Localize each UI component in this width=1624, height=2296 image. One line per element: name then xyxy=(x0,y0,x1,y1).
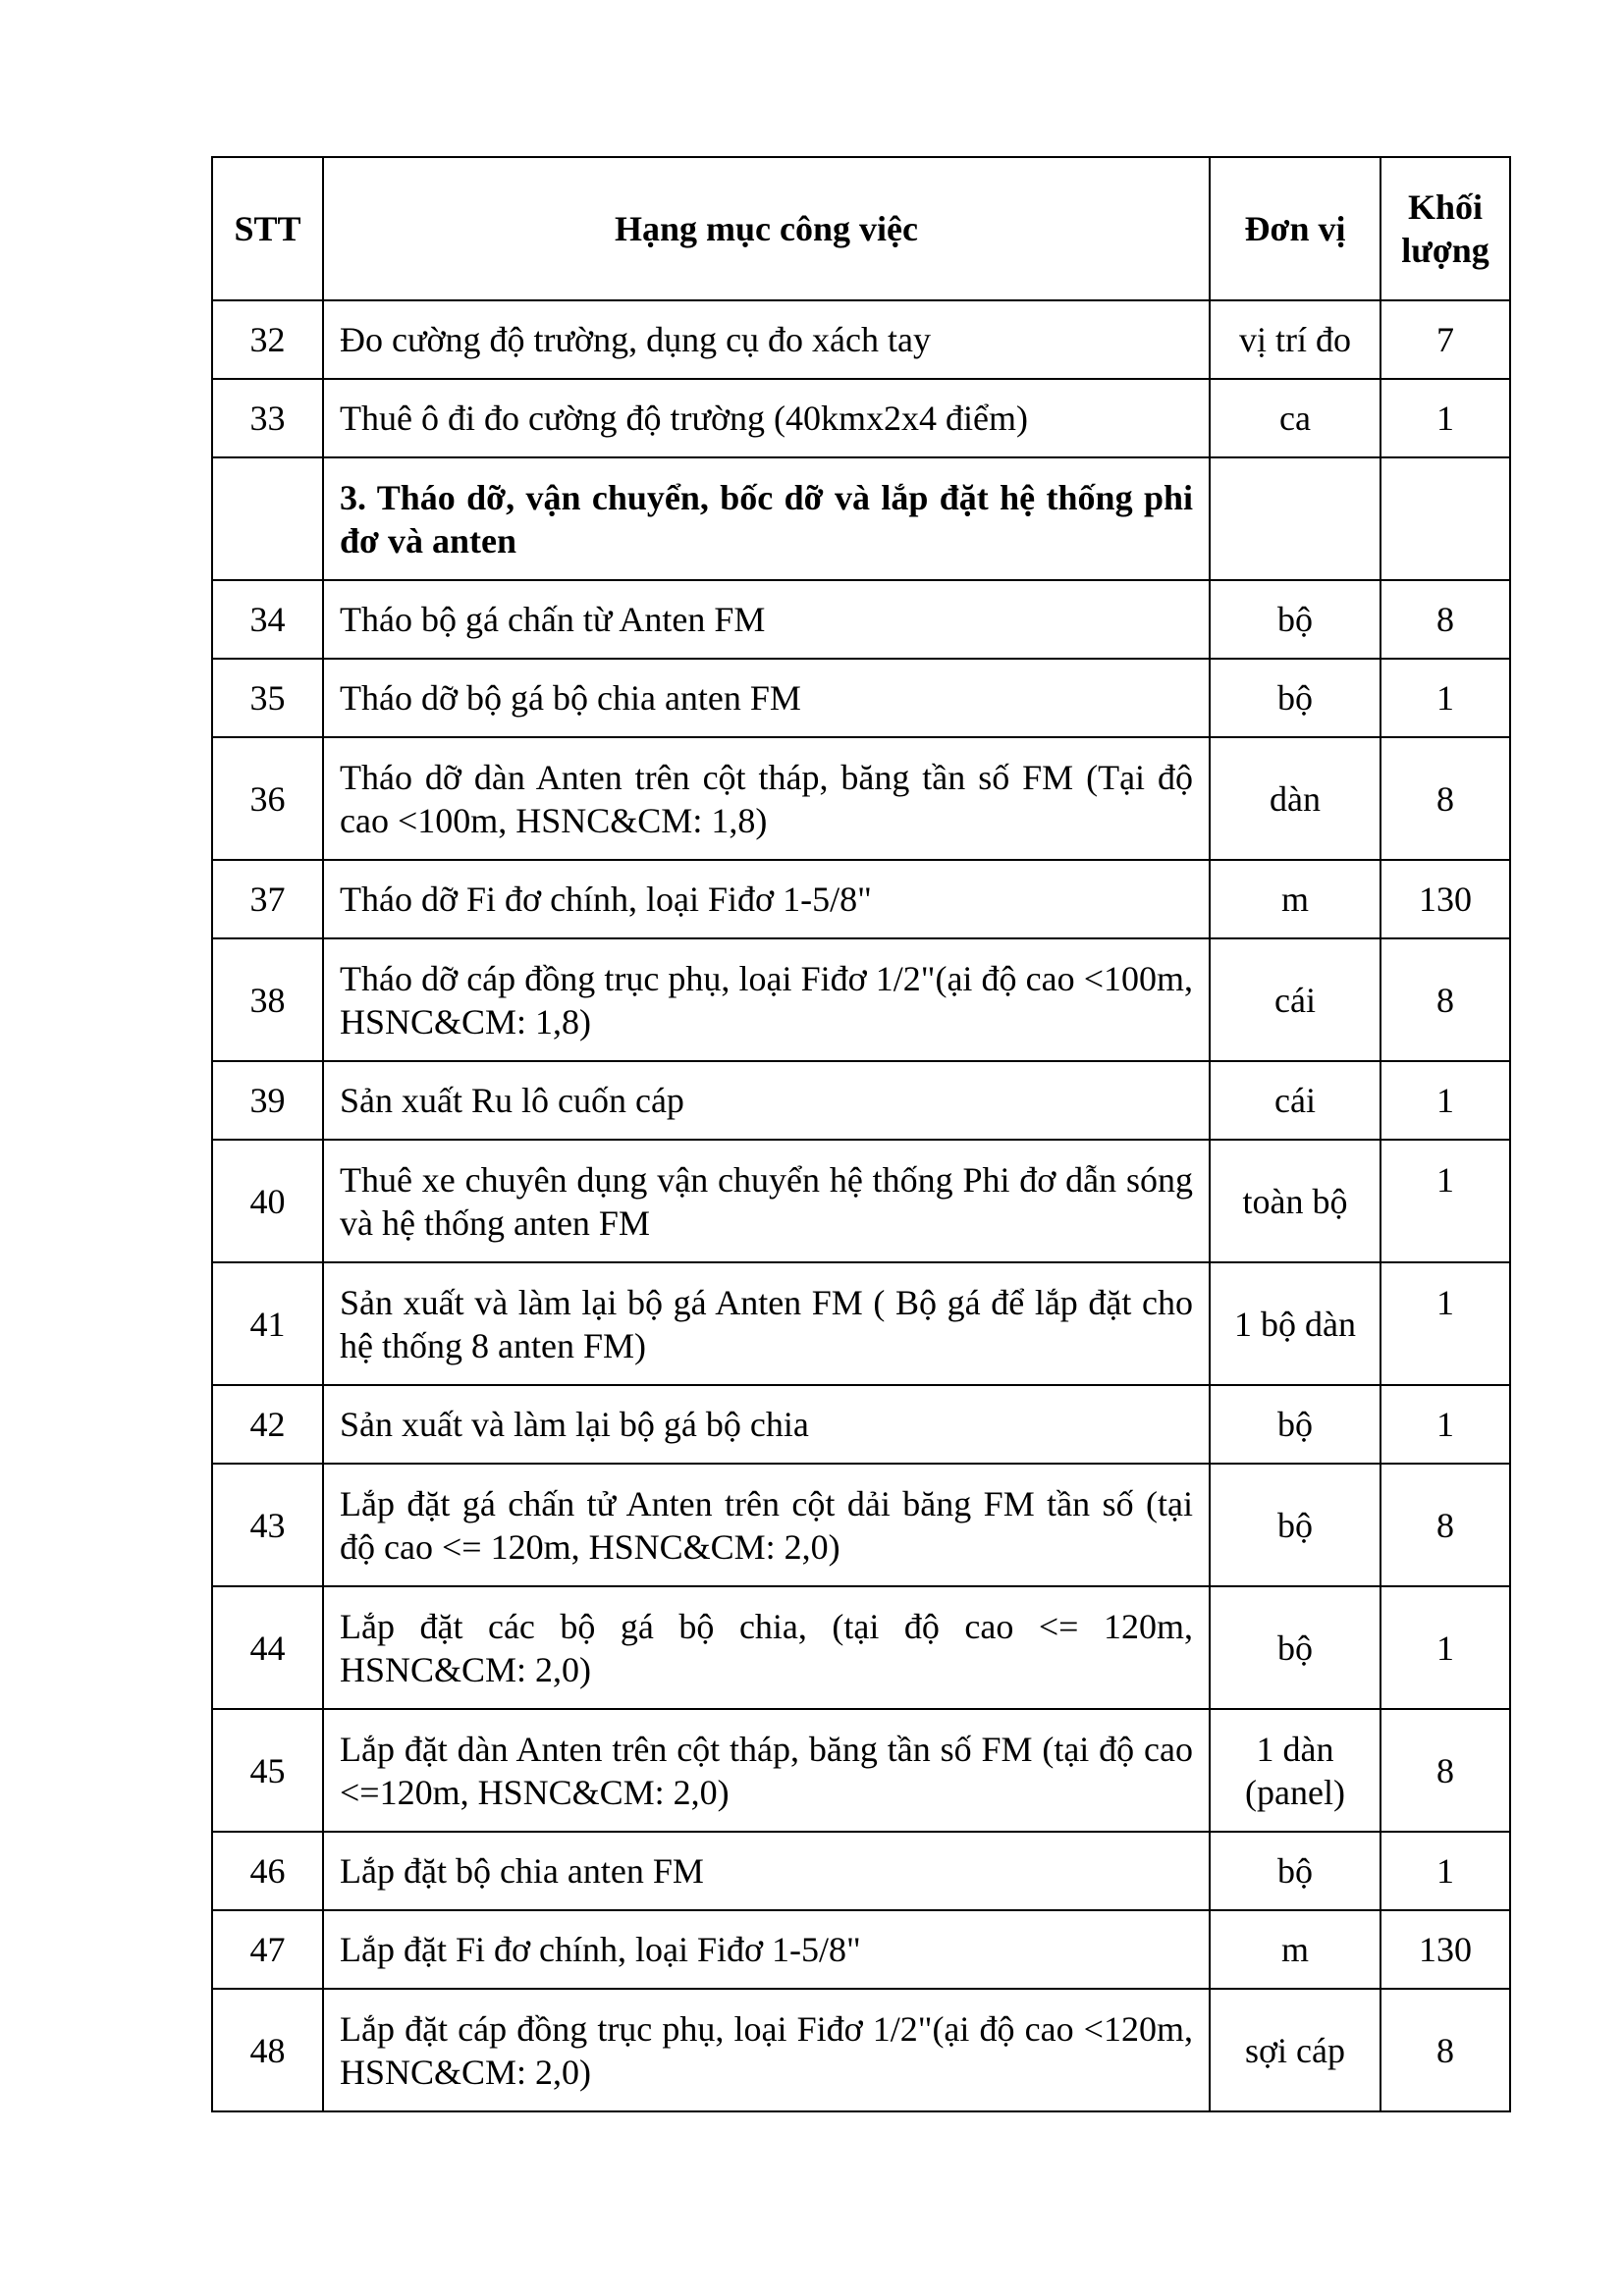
row-unit xyxy=(1210,457,1380,580)
table-row xyxy=(212,1709,1510,1832)
row-description: Sản xuất Ru lô cuốn cáp xyxy=(323,1061,1210,1140)
row-unit: bộ xyxy=(1210,1385,1380,1464)
table-header-row xyxy=(212,157,1510,300)
row-quantity: 8 xyxy=(1380,737,1510,860)
row-description: Sản xuất và làm lại bộ gá Anten FM ( Bộ gá để lắp đặt cho hệ thống 8 anten FM) xyxy=(323,1262,1210,1385)
row-description: Lắp đặt bộ chia anten FM xyxy=(323,1832,1210,1910)
row-unit: ca xyxy=(1210,379,1380,457)
section-row xyxy=(212,457,1510,580)
row-unit: sợi cáp xyxy=(1210,1989,1380,2111)
row-unit: 1 dàn (panel) xyxy=(1210,1709,1380,1832)
row-description: Tháo dỡ cáp đồng trục phụ, loại Fiđơ 1/2"(ại độ cao <100m, HSNC&CM: 1,8) xyxy=(323,938,1210,1061)
row-stt: 48 xyxy=(212,1989,323,2111)
row-stt: 36 xyxy=(212,737,323,860)
row-stt: 33 xyxy=(212,379,323,457)
row-stt: 44 xyxy=(212,1586,323,1709)
row-quantity: 1 xyxy=(1380,1140,1510,1262)
row-unit: bộ xyxy=(1210,1832,1380,1910)
table-row xyxy=(212,300,1510,379)
row-stt: 40 xyxy=(212,1140,323,1262)
row-stt: 35 xyxy=(212,659,323,737)
header-stt: STT xyxy=(212,157,323,300)
row-description: Lắp đặt gá chấn tử Anten trên cột dải băng FM tần số (tại độ cao <= 120m, HSNC&CM: 2,0) xyxy=(323,1464,1210,1586)
table-row xyxy=(212,379,1510,457)
row-unit: bộ xyxy=(1210,1464,1380,1586)
row-description: Thuê xe chuyên dụng vận chuyển hệ thống Phi đơ dẫn sóng và hệ thống anten FM xyxy=(323,1140,1210,1262)
row-stt: 39 xyxy=(212,1061,323,1140)
row-unit: m xyxy=(1210,1910,1380,1989)
row-description: Thuê ô đi đo cường độ trường (40kmx2x4 điểm) xyxy=(323,379,1210,457)
row-stt: 38 xyxy=(212,938,323,1061)
row-description: Tháo dỡ dàn Anten trên cột tháp, băng tần số FM (Tại độ cao <100m, HSNC&CM: 1,8) xyxy=(323,737,1210,860)
row-quantity: 1 xyxy=(1380,1262,1510,1385)
row-quantity: 8 xyxy=(1380,1709,1510,1832)
row-stt: 45 xyxy=(212,1709,323,1832)
row-unit: toàn bộ xyxy=(1210,1140,1380,1262)
row-stt: 37 xyxy=(212,860,323,938)
table-row xyxy=(212,938,1510,1061)
row-quantity: 130 xyxy=(1380,860,1510,938)
table-row xyxy=(212,1385,1510,1464)
row-quantity: 1 xyxy=(1380,379,1510,457)
table-row xyxy=(212,1262,1510,1385)
table-row xyxy=(212,1140,1510,1262)
row-unit: cái xyxy=(1210,938,1380,1061)
row-quantity: 8 xyxy=(1380,580,1510,659)
row-quantity: 1 xyxy=(1380,1061,1510,1140)
row-unit: m xyxy=(1210,860,1380,938)
row-stt xyxy=(212,457,323,580)
table-row xyxy=(212,1910,1510,1989)
table-row xyxy=(212,860,1510,938)
row-quantity: 8 xyxy=(1380,1464,1510,1586)
table-row xyxy=(212,580,1510,659)
row-stt: 34 xyxy=(212,580,323,659)
row-unit: vị trí đo xyxy=(1210,300,1380,379)
row-stt: 32 xyxy=(212,300,323,379)
row-description: Tháo dỡ bộ gá bộ chia anten FM xyxy=(323,659,1210,737)
row-unit: cái xyxy=(1210,1061,1380,1140)
row-quantity: 1 xyxy=(1380,1385,1510,1464)
work-items-table xyxy=(211,156,1511,2112)
row-stt: 47 xyxy=(212,1910,323,1989)
row-stt: 46 xyxy=(212,1832,323,1910)
row-unit: dàn xyxy=(1210,737,1380,860)
row-stt: 43 xyxy=(212,1464,323,1586)
row-stt: 42 xyxy=(212,1385,323,1464)
header-work-item: Hạng mục công việc xyxy=(323,157,1210,300)
row-unit: bộ xyxy=(1210,659,1380,737)
table-row xyxy=(212,1989,1510,2111)
row-description: Lắp đặt cáp đồng trục phụ, loại Fiđơ 1/2"(ại độ cao <120m, HSNC&CM: 2,0) xyxy=(323,1989,1210,2111)
row-quantity: 1 xyxy=(1380,659,1510,737)
row-quantity: 1 xyxy=(1380,1586,1510,1709)
row-description: Tháo dỡ Fi đơ chính, loại Fiđơ 1-5/8" xyxy=(323,860,1210,938)
row-quantity: 8 xyxy=(1380,1989,1510,2111)
header-unit: Đơn vị xyxy=(1210,157,1380,300)
table-row xyxy=(212,1832,1510,1910)
table-row xyxy=(212,737,1510,860)
header-quantity-line1: Khối xyxy=(1407,187,1484,227)
row-quantity: 8 xyxy=(1380,938,1510,1061)
header-quantity xyxy=(1380,157,1510,300)
row-unit: bộ xyxy=(1210,580,1380,659)
table-row xyxy=(212,1061,1510,1140)
table-row xyxy=(212,1586,1510,1709)
table-row xyxy=(212,1464,1510,1586)
row-description: Sản xuất và làm lại bộ gá bộ chia xyxy=(323,1385,1210,1464)
row-quantity: 1 xyxy=(1380,1832,1510,1910)
row-quantity: 130 xyxy=(1380,1910,1510,1989)
row-quantity xyxy=(1380,457,1510,580)
row-description: Tháo bộ gá chấn từ Anten FM xyxy=(323,580,1210,659)
row-description: Lắp đặt Fi đơ chính, loại Fiđơ 1-5/8" xyxy=(323,1910,1210,1989)
row-stt: 41 xyxy=(212,1262,323,1385)
table-row xyxy=(212,659,1510,737)
row-description: Lắp đặt các bộ gá bộ chia, (tại độ cao <= 120m, HSNC&CM: 2,0) xyxy=(323,1586,1210,1709)
row-description: Đo cường độ trường, dụng cụ đo xách tay xyxy=(323,300,1210,379)
row-unit: 1 bộ dàn xyxy=(1210,1262,1380,1385)
row-description: Lắp đặt dàn Anten trên cột tháp, băng tần số FM (tại độ cao <=120m, HSNC&CM: 2,0) xyxy=(323,1709,1210,1832)
row-quantity: 7 xyxy=(1380,300,1510,379)
section-title: 3. Tháo dỡ, vận chuyển, bốc dỡ và lắp đặt hệ thống phi đơ và anten xyxy=(323,457,1210,580)
row-unit: bộ xyxy=(1210,1586,1380,1709)
header-quantity-line2: lượng xyxy=(1401,231,1489,270)
